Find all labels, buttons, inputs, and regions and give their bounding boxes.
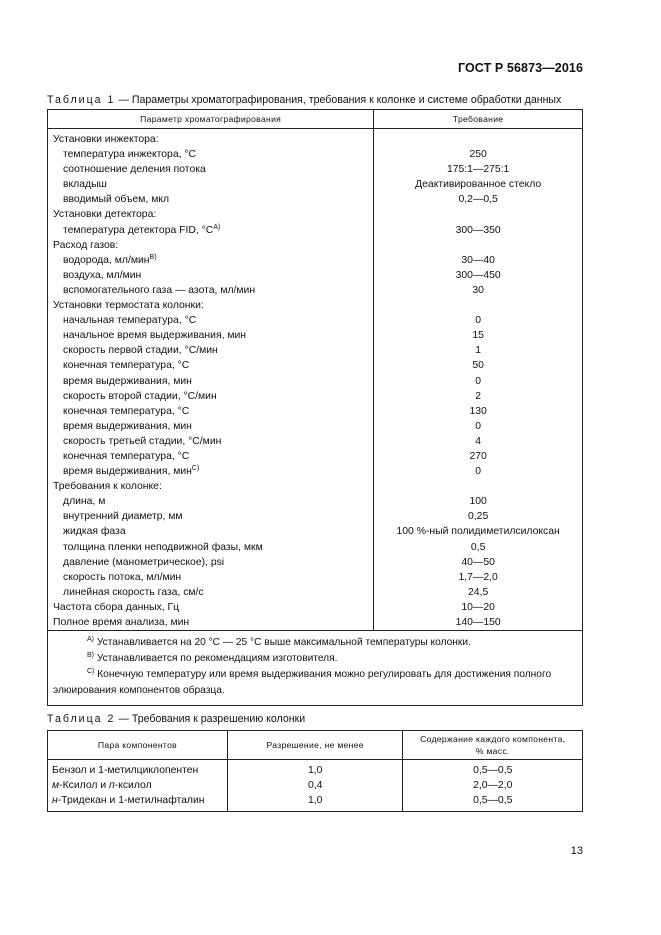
- parameter-cell: Частота сбора данных, Гц: [48, 600, 374, 615]
- parameter-cell: вкладыш: [48, 177, 374, 192]
- table-row: [48, 389, 583, 404]
- requirement-cell: [374, 298, 583, 313]
- requirement-cell: 2: [374, 389, 583, 404]
- table-row: [48, 778, 583, 793]
- parameter-cell: толщина пленки неподвижной фазы, мкм: [48, 540, 374, 555]
- requirement-cell: 130: [374, 404, 583, 419]
- table-row: [48, 374, 583, 389]
- column-resolution-table: [47, 730, 583, 812]
- requirement-cell: [374, 129, 583, 148]
- table-row: [48, 283, 583, 298]
- parameter-cell: Установки термостата колонки:: [48, 298, 374, 313]
- requirement-cell: 4: [374, 434, 583, 449]
- requirement-cell: 1,7—2,0: [374, 570, 583, 585]
- requirement-cell: 100: [374, 494, 583, 509]
- table2-header-resolution: Разрешение, не менее: [227, 731, 403, 760]
- requirement-cell: 0: [374, 419, 583, 434]
- parameter-cell: начальная температура, °С: [48, 313, 374, 328]
- table-row: [48, 177, 583, 192]
- parameter-cell: Установки инжектора:: [48, 129, 374, 148]
- parameter-cell: температура инжектора, °С: [48, 147, 374, 162]
- requirement-cell: 15: [374, 328, 583, 343]
- table1-body: [48, 129, 583, 631]
- requirement-cell: 140—150: [374, 615, 583, 631]
- table2-header-pair: Пара компонентов: [48, 731, 228, 760]
- requirement-cell: [374, 479, 583, 494]
- table-row: [48, 223, 583, 238]
- requirement-cell: 10—20: [374, 600, 583, 615]
- parameter-cell: Установки детектора:: [48, 207, 374, 222]
- table1-caption-text: — Параметры хроматографирования, требования к колонке и системе обработки данных: [115, 94, 562, 106]
- table-row: [48, 524, 583, 539]
- parameter-cell: время выдерживания, мин: [48, 374, 374, 389]
- table-row: [48, 313, 583, 328]
- requirement-cell: 30—40: [374, 253, 583, 268]
- parameter-cell: Расход газов:: [48, 238, 374, 253]
- table1-caption-tag: Таблица 1: [47, 94, 116, 106]
- parameter-cell: длина, м: [48, 494, 374, 509]
- table-row: [48, 479, 583, 494]
- parameter-cell: воздуха, мл/мин: [48, 268, 374, 283]
- table-row: [48, 207, 583, 222]
- content-value: 2,0—2,0: [403, 778, 583, 793]
- requirement-cell: 100 %-ный полидиметилсилоксан: [374, 524, 583, 539]
- parameter-cell: начальное время выдерживания, мин: [48, 328, 374, 343]
- resolution-value: 1,0: [227, 760, 403, 779]
- table1-header-requirement: Требование: [374, 110, 583, 129]
- requirement-cell: 0: [374, 464, 583, 479]
- chromatography-parameters-table: [47, 109, 583, 706]
- parameter-cell: внутренний диаметр, мм: [48, 509, 374, 524]
- parameter-cell: водорода, мл/мин$^{B)}$: [48, 253, 374, 268]
- requirement-cell: 1: [374, 343, 583, 358]
- component-pair: м-Ксилол и п-ксилол: [48, 778, 228, 793]
- table2-caption: [47, 713, 305, 725]
- footnote-b: $^{B)}$ Устанавливается по рекомендациям изготовителя.: [87, 652, 338, 665]
- requirement-cell: 250: [374, 147, 583, 162]
- parameter-cell: время выдерживания, мин: [48, 419, 374, 434]
- resolution-value: 0,4: [227, 778, 403, 793]
- table-row: [48, 129, 583, 148]
- table-row: [48, 147, 583, 162]
- requirement-cell: 0,5: [374, 540, 583, 555]
- parameter-cell: вводимый объем, мкл: [48, 192, 374, 207]
- table-row: [48, 268, 583, 283]
- parameter-cell: конечная температура, °С: [48, 358, 374, 373]
- table-row: [48, 238, 583, 253]
- requirement-cell: 0,25: [374, 509, 583, 524]
- table-row: [48, 600, 583, 615]
- table-row: [48, 419, 583, 434]
- table-row: [48, 434, 583, 449]
- parameter-cell: соотношение деления потока: [48, 162, 374, 177]
- parameter-cell: скорость потока, мл/мин: [48, 570, 374, 585]
- content-value: 0,5—0,5: [403, 793, 583, 811]
- requirement-cell: 270: [374, 449, 583, 464]
- content-value: 0,5—0,5: [403, 760, 583, 779]
- parameter-cell: скорость первой стадии, °С/мин: [48, 343, 374, 358]
- table-row: [48, 615, 583, 631]
- table-row: [48, 162, 583, 177]
- table-row: [48, 298, 583, 313]
- requirement-cell: 0: [374, 374, 583, 389]
- footnote-c: $^{C)}$ Конечную температуру или время выдерживания можно регулировать для достижения полного: [87, 668, 552, 681]
- requirement-cell: 0,2—0,5: [374, 192, 583, 207]
- parameter-cell: жидкая фаза: [48, 524, 374, 539]
- table2-header-content: Содержание каждого компонента, % масс.: [403, 731, 583, 760]
- table-row: [48, 464, 583, 479]
- document-id: ГОСТ Р 56873—2016: [457, 61, 583, 75]
- table2-caption-tag: Таблица 2: [47, 713, 116, 725]
- parameter-cell: скорость второй стадии, °С/мин: [48, 389, 374, 404]
- requirement-cell: Деактивированное стекло: [374, 177, 583, 192]
- table-row: [48, 404, 583, 419]
- table-row: [48, 509, 583, 524]
- requirement-cell: 300—350: [374, 223, 583, 238]
- footnote-c-continuation: элюирования компонентов образца.: [53, 685, 225, 697]
- footnote-a: $^{A)}$ Устанавливается на 20 °С — 25 °С выше максимальной температуры колонки.: [87, 636, 471, 649]
- table1-footnotes: [48, 631, 583, 706]
- requirement-cell: [374, 238, 583, 253]
- parameter-cell: Требования к колонке:: [48, 479, 374, 494]
- table-row: [48, 358, 583, 373]
- requirement-cell: 50: [374, 358, 583, 373]
- parameter-cell: время выдерживания, мин$^{C)}$: [48, 464, 374, 479]
- table1-caption: [47, 94, 561, 106]
- table-row: [48, 585, 583, 600]
- parameter-cell: давление (манометрическое), psi: [48, 555, 374, 570]
- requirement-cell: 40—50: [374, 555, 583, 570]
- table2-caption-text: — Требования к разрешению колонки: [115, 713, 306, 725]
- parameter-cell: вспомогательного газа — азота, мл/мин: [48, 283, 374, 298]
- requirement-cell: [374, 207, 583, 222]
- parameter-cell: конечная температура, °С: [48, 449, 374, 464]
- table-row: [48, 449, 583, 464]
- table-row: [48, 343, 583, 358]
- table-row: [48, 494, 583, 509]
- requirement-cell: 30: [374, 283, 583, 298]
- table-row: [48, 328, 583, 343]
- page-number: 13: [570, 845, 583, 857]
- parameter-cell: Полное время анализа, мин: [48, 615, 374, 631]
- parameter-cell: скорость третьей стадии, °С/мин: [48, 434, 374, 449]
- table-row: [48, 760, 583, 779]
- requirement-cell: 0: [374, 313, 583, 328]
- requirement-cell: 175:1—275:1: [374, 162, 583, 177]
- table-row: [48, 540, 583, 555]
- table-row: [48, 192, 583, 207]
- table-row: [48, 570, 583, 585]
- resolution-value: 1,0: [227, 793, 403, 811]
- table-row: [48, 555, 583, 570]
- table-row: [48, 253, 583, 268]
- requirement-cell: 300—450: [374, 268, 583, 283]
- table1-header-param: Параметр хроматографирования: [48, 110, 374, 129]
- parameter-cell: линейная скорость газа, см/с: [48, 585, 374, 600]
- component-pair: н-Тридекан и 1-метилнафталин: [48, 793, 228, 811]
- parameter-cell: температура детектора FID, $^\circ С^{A)}$: [48, 223, 374, 238]
- table-row: [48, 793, 583, 811]
- requirement-cell: 24,5: [374, 585, 583, 600]
- component-pair: Бензол и 1-метилциклопентен: [48, 760, 228, 779]
- parameter-cell: конечная температура, °С: [48, 404, 374, 419]
